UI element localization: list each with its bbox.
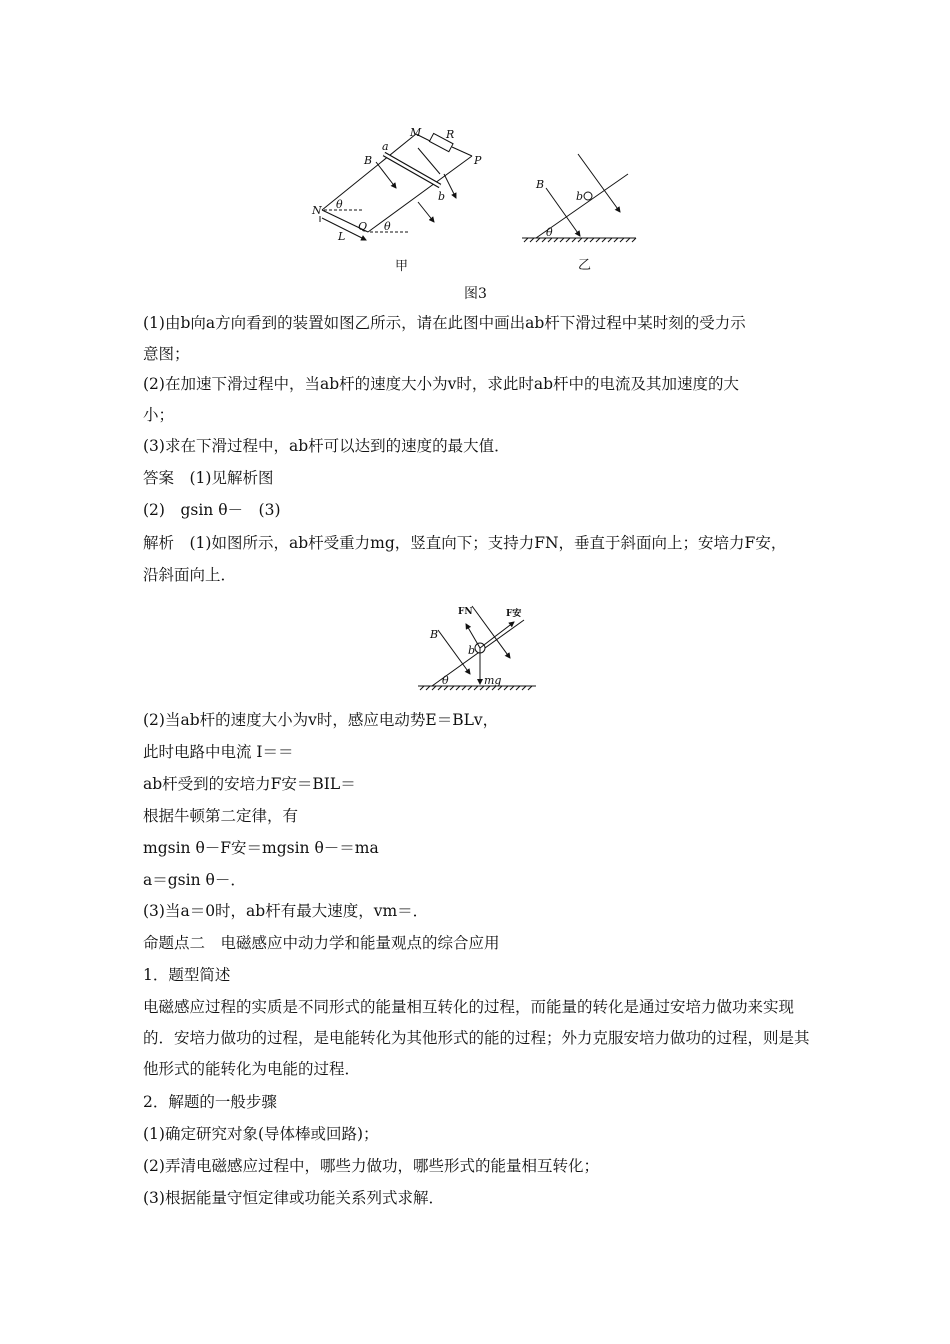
analysis-line-2: 沿斜面向上． xyxy=(143,566,237,584)
figure-jia-diagram xyxy=(300,118,490,258)
question-1-line-2: 意图； xyxy=(143,345,190,363)
analysis-line-1: 解析 (1)如图所示，ab杆受重力mg，竖直向下；支持力FN，垂直于斜面向上；安培力F安， xyxy=(143,534,787,552)
label-yi-theta: θ xyxy=(546,226,553,239)
label-a: a xyxy=(382,140,389,153)
label-theta-1: θ xyxy=(336,198,343,211)
solution-line-3: ab杆受到的安培力F安＝BIL＝ xyxy=(143,775,356,793)
caption-jia: 甲 xyxy=(395,259,409,274)
figure-caption: 图3 xyxy=(464,286,487,302)
label-mg: mg xyxy=(484,674,502,687)
figure-yi xyxy=(518,150,638,248)
figure-jia xyxy=(300,118,490,258)
label-b: b xyxy=(438,190,446,203)
question-2-line-1: (2)在加速下滑过程中，当ab杆的速度大小为v时，求此时ab杆中的电流及其加速度的大 xyxy=(143,375,740,393)
solution-line-2: 此时电路中电流 I＝＝ xyxy=(143,743,294,761)
label-L: L xyxy=(338,230,346,243)
subsection-1-title: 1．题型简述 xyxy=(143,966,231,984)
caption-yi: 乙 xyxy=(578,258,592,273)
solution-line-5: mgsin θ－F安＝mgsin θ－＝ma xyxy=(143,839,379,857)
section-title: 命题点二 电磁感应中动力学和能量观点的综合应用 xyxy=(143,934,500,952)
label-M: M xyxy=(410,126,422,139)
step-3: (3)根据能量守恒定律或功能关系列式求解． xyxy=(143,1189,444,1207)
label-theta-2: θ xyxy=(384,220,391,233)
subsection-2-title: 2．解题的一般步骤 xyxy=(143,1093,277,1111)
question-1-line-1: (1)由b向a方向看到的装置如图乙所示，请在此图中画出ab杆下滑过程中某时刻的受力示 xyxy=(143,314,746,332)
label-yi-b: b xyxy=(576,190,584,203)
answer-line-2: (2) gsin θ－ (3) xyxy=(143,501,281,519)
solution-line-6: a＝gsin θ－． xyxy=(143,871,246,889)
label-yi-B: B xyxy=(536,178,545,191)
solution-line-7: (3)当a＝0时，ab杆有最大速度，vm＝． xyxy=(143,902,429,920)
answer-line-1: 答案 (1)见解析图 xyxy=(143,469,274,487)
label-Fan: F安 xyxy=(506,609,522,619)
step-2: (2)弄清电磁感应过程中，哪些力做功，哪些形式的能量相互转化； xyxy=(143,1157,599,1175)
label-force-B: B xyxy=(430,628,439,641)
force-diagram xyxy=(414,600,538,696)
label-Q: Q xyxy=(358,220,368,233)
subsection-1-text: 电磁感应过程的实质是不同形式的能量相互转化的过程，而能量的转化是通过安培力做功来实现的．安培力做功的过程，是电能转化为其他形式的能的过程；外力克服安培力做功的过程，则是其他形式的能转化为电能的过程． xyxy=(143,998,810,1078)
solution-line-1: (2)当ab杆的速度大小为v时，感应电动势E＝BLv， xyxy=(143,711,499,729)
figure-yi-diagram xyxy=(518,150,638,248)
solution-line-4: 根据牛顿第二定律，有 xyxy=(143,807,299,825)
force-diagram-svg xyxy=(414,600,538,696)
step-1: (1)确定研究对象(导体棒或回路)； xyxy=(143,1125,379,1143)
label-R: R xyxy=(446,128,455,141)
label-force-b: b xyxy=(468,644,476,657)
label-P: P xyxy=(474,154,482,167)
label-force-theta: θ xyxy=(442,674,449,687)
label-B: B xyxy=(364,154,373,167)
label-N: N xyxy=(312,204,322,217)
question-3: (3)求在下滑过程中，ab杆可以达到的速度的最大值． xyxy=(143,437,510,455)
question-2-line-2: 小； xyxy=(143,406,175,424)
label-FN: FN xyxy=(458,607,473,617)
